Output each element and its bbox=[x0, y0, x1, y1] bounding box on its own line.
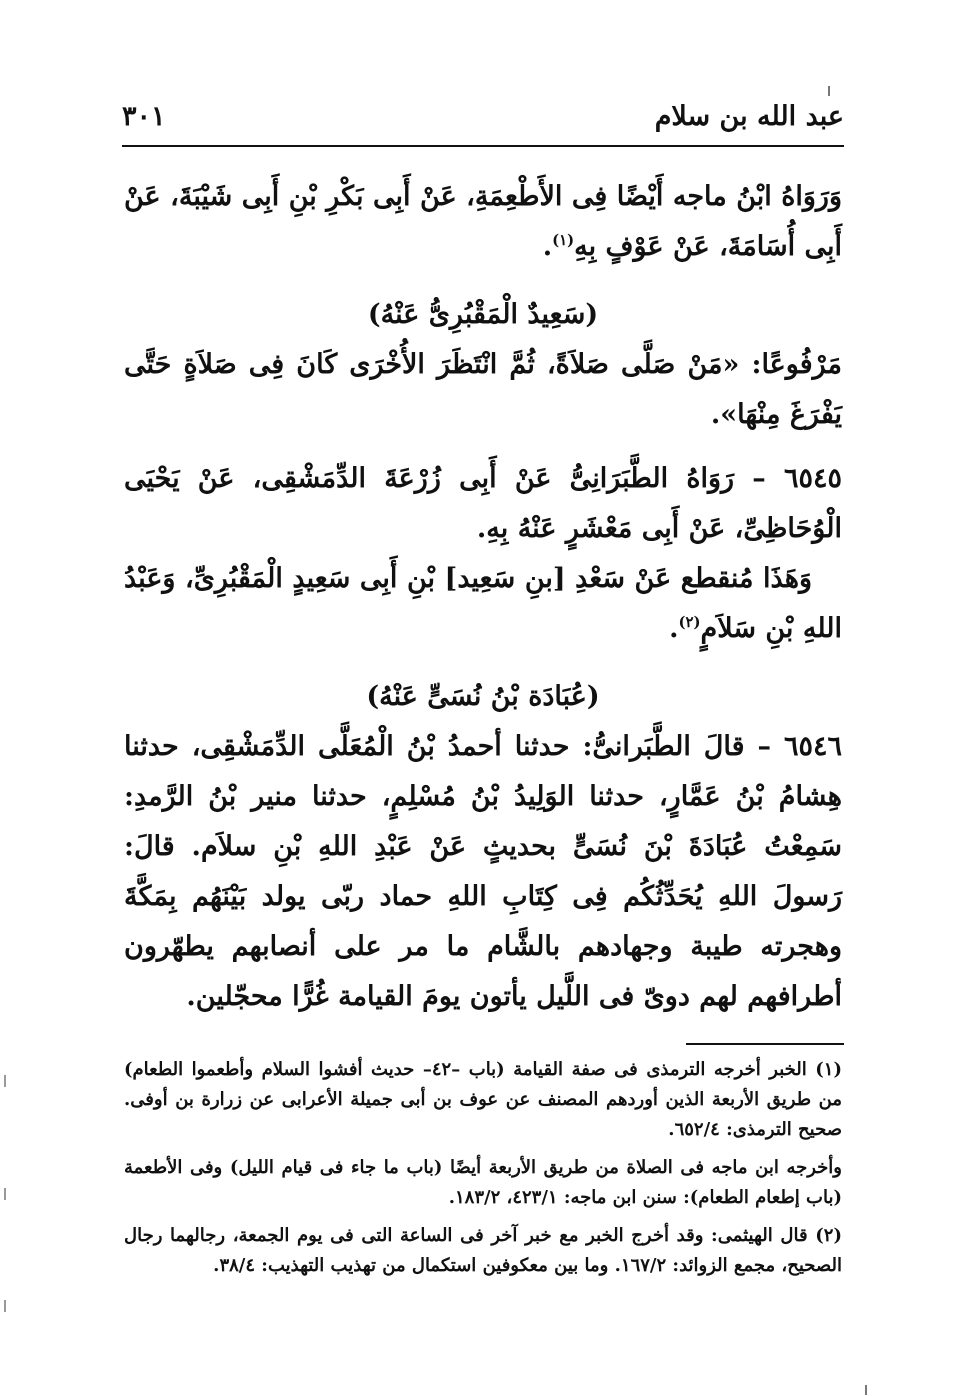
footnote-2: (٢) قال الهيثمى: وقد أخرج الخبر مع خبر آخر فى الساعة التى فى يوم الجمعة، رجالهما رجال الصحيح، مجمع الزوائد: ١٦٧/٢. وما بين معكوفين استكمال من تهذيب التهذيب: ٣٨/٤. bbox=[124, 1225, 842, 1276]
main-text bbox=[124, 172, 842, 1022]
section-heading-said-al-maqburi: (سَعِيدٌ الْمَقْبُرِىُّ عَنْهُ) bbox=[367, 299, 599, 330]
footnote-ref-1: (١) bbox=[552, 231, 575, 249]
footnote-ref-2: (٢) bbox=[678, 613, 701, 631]
running-head bbox=[122, 96, 844, 138]
footnote-rule bbox=[686, 1043, 844, 1045]
paragraph-ibn-majah-narration: وَرَوَاهُ ابْنُ ماجه أَيْضًا فِى الأَطْعِمَةِ، عَنْ أَبِى بَكْرِ بْنِ أَبِى شَيْبَةَ، عَنْ أَبِى أُسَامَةَ، عَنْ عَوْفٍ بِهِ$^{(١)}$. bbox=[124, 181, 842, 262]
paragraph-marfu-hadith: مَرْفُوعًا: «مَنْ صَلَّى صَلاَةً، ثُمَّ انْتَظَرَ الأُخْرَى كَانَ فِى صَلاَةٍ حَتَّى يَفْرَغَ مِنْهَا». bbox=[124, 349, 842, 430]
footnotes bbox=[124, 1055, 842, 1289]
running-head-title: عبد الله بن سلام bbox=[654, 101, 844, 132]
scan-mark bbox=[865, 1385, 867, 1395]
footnote-1: (١) الخبر أخرجه الترمذى فى صفة القيامة (باب –٤٢– حديث أفشوا السلام وأطعموا الطعام) من طريق الأربعة الذين أوردهم المصنف عن عوف بن أبى جميلة الأعرابى عن زرارة بن أوفى. صحيح الترمذى: ٦٥٢/٤. bbox=[124, 1059, 842, 1140]
scan-margin-mark bbox=[4, 1075, 6, 1087]
scan-margin-mark bbox=[4, 1300, 6, 1312]
scan-margin-mark bbox=[4, 1188, 6, 1200]
section-heading-ubada-bin-nusay: (عُبَادَة بْنُ نُسَىٍّ عَنْهُ) bbox=[366, 681, 600, 712]
paragraph-hadith-6546: ٦٥٤٦ – قالَ الطَّبَرانىُّ: حدثنا أحمدُ بْنُ الْمُعَلَّى الدِّمَشْقِى، حدثنا هِشامُ بْنُ عَمَّارٍ، حدثنا الوَلِيدُ بْنُ مُسْلِمٍ، حدثنا منير بْنُ الرَّمدِ: سَمِعْتُ عُبَادَةَ بْنَ نُسَىٍّ بحديثٍ عَنْ عَبْدِ اللهِ بْنِ سلاَم. قالَ: رَسولَ اللهِ يُحَدِّثُكُم فِى كِتَابِ اللهِ حماد ربّى يولد بَيْنَهُم بِمَكَّةَ وهجرته طيبة وجهادهم بالشَّام ما مر على أنصابهم يطهّرون أطرافهم لهم دوىّ فى اللَّيل يأتون يومَ القيامة غُرًّا محجّلين. bbox=[124, 731, 842, 1012]
paragraph-munqati-note: وَهَذَا مُنقطع عَنْ سَعْدِ [بنِ سَعِيد] بْنِ أَبِى سَعِيدٍ الْمَقْبُرِىِّ، وَعَبْدُ اللهِ بْنِ سَلاَمٍ$^{(٢)}$. bbox=[124, 563, 842, 644]
header-rule bbox=[122, 145, 844, 147]
paragraph-hadith-6545: ٦٥٤٥ – رَوَاهُ الطَّبَرَانِىُّ عَنْ أَبِى زُرْعَةَ الدِّمَشْقِى، عَنْ يَحْيَى الْوُحَاظِىِّ، عَنْ أَبِى مَعْشَرٍ عَنْهُ بِهِ. bbox=[124, 463, 842, 544]
page-number: ٣٠١ bbox=[122, 101, 166, 132]
footnote-1-continued: وأخرجه ابن ماجه فى الصلاة من طريق الأربعة أيضًا (باب ما جاء فى قيام الليل) وفى الأطعمة (باب إطعام الطعام): سنن ابن ماجه: ٤٢٣/١، ١٨٣/٢. bbox=[124, 1157, 842, 1208]
scan-mark bbox=[828, 86, 830, 96]
